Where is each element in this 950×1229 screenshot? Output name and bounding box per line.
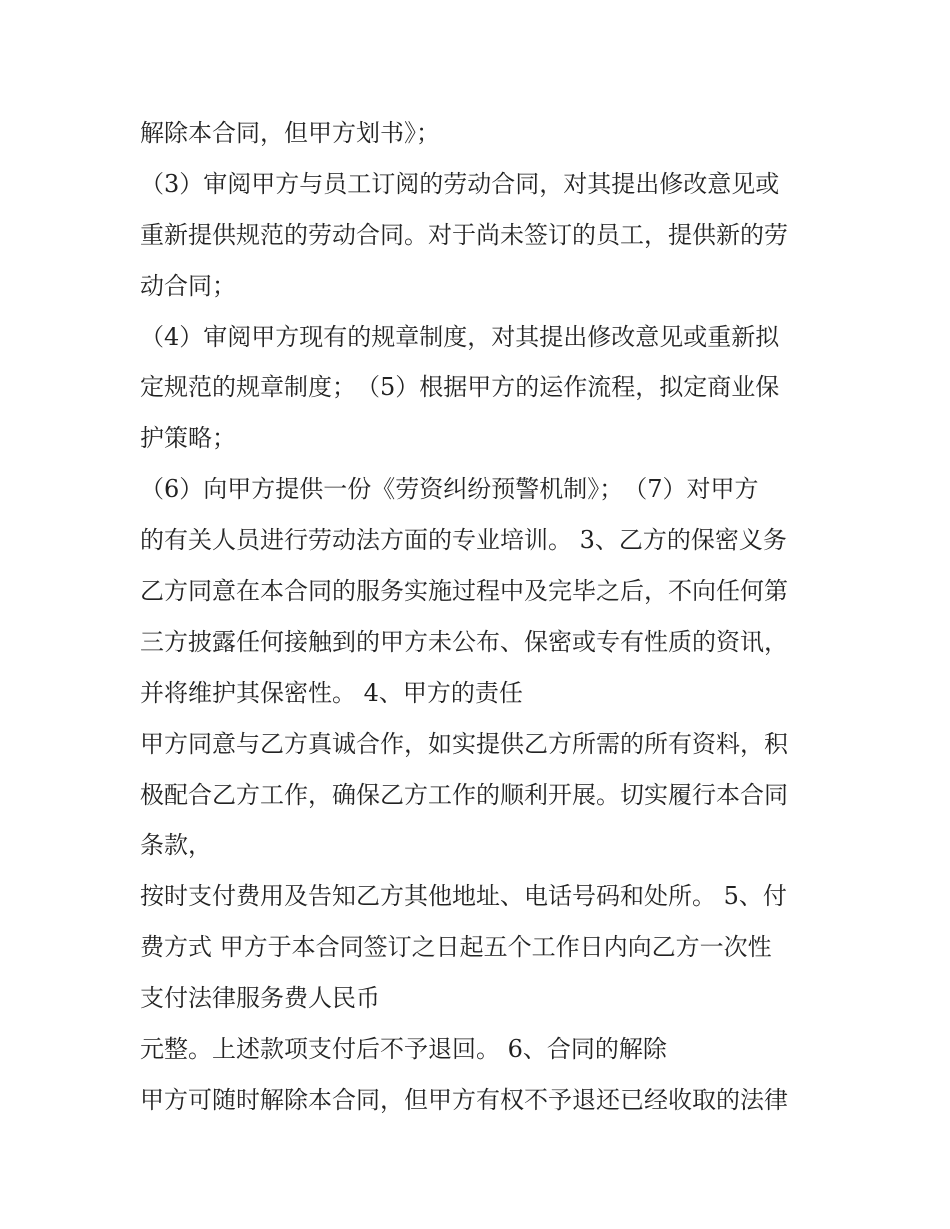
text-line: 支付法律服务费人民币 bbox=[140, 984, 380, 1013]
text-line: 护策略； bbox=[140, 424, 236, 453]
text-line: 甲方同意与乙方真诚合作，如实提供乙方所需的所有资料，积 bbox=[140, 729, 788, 758]
text-line: 定规范的规章制度； （5）根据甲方的运作流程，拟定商业保 bbox=[140, 373, 780, 402]
text-line: 乙方同意在本合同的服务实施过程中及完毕之后，不向任何第 bbox=[140, 577, 788, 606]
text-line: 动合同； bbox=[140, 271, 236, 300]
text-line: 元整。上述款项支付后不予退回。 6、合同的解除 bbox=[140, 1035, 667, 1064]
text-line: 三方披露任何接触到的甲方未公布、保密或专有性质的资讯， bbox=[140, 627, 788, 656]
text-line: 并将维护其保密性。 4、甲方的责任 bbox=[140, 678, 523, 707]
text-line: （3）审阅甲方与员工订阅的劳动合同，对其提出修改意见或 bbox=[140, 169, 780, 198]
text-line: 费方式 甲方于本合同签订之日起五个工作日内向乙方一次性 bbox=[140, 933, 772, 962]
text-line: 按时支付费用及告知乙方其他地址、电话号码和处所。 5、付 bbox=[140, 882, 787, 911]
text-line: （6）向甲方提供一份《劳资纠纷预警机制》； （7）对甲方 bbox=[140, 475, 759, 504]
text-line: 解除本合同，但甲方划书》； bbox=[140, 119, 440, 147]
text-line: 的有关人员进行劳动法方面的专业培训。 3、乙方的保密义务 bbox=[140, 526, 787, 555]
text-line: 重新提供规范的劳动合同。对于尚未签订的员工，提供新的劳 bbox=[140, 220, 788, 249]
text-line: 极配合乙方工作，确保乙方工作的顺利开展。切实履行本合同 bbox=[140, 780, 788, 809]
text-line: （4）审阅甲方现有的规章制度，对其提出修改意见或重新拟 bbox=[140, 322, 780, 351]
text-line: 甲方可随时解除本合同，但甲方有权不予退还已经收取的法律 bbox=[140, 1085, 788, 1114]
contract-text-body bbox=[140, 108, 820, 1126]
text-line: 条款， bbox=[140, 831, 212, 860]
